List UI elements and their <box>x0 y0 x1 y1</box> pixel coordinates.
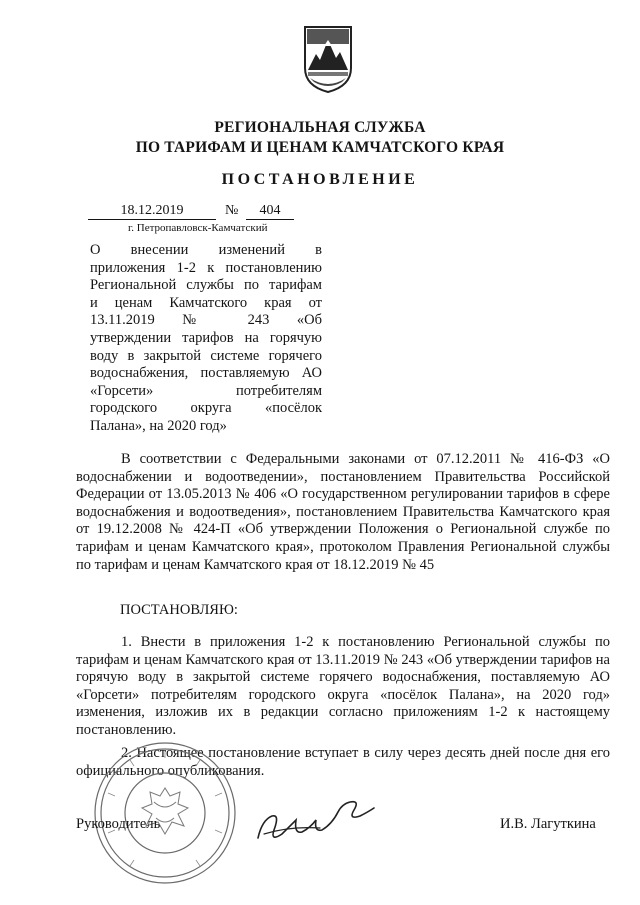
handwritten-signature-icon <box>250 790 390 850</box>
subject-line: воду в закрытой системе горячего <box>90 347 322 364</box>
item-2-paragraph: 2. Настоящее постановление вступает в силу через десять дней после дня его официального опубликования. <box>76 745 610 779</box>
subject-line: Палана», на 2020 год» <box>90 417 227 434</box>
subject-line: Региональной службы по тарифам <box>90 277 322 294</box>
org-name-line2: ПО ТАРИФАМ И ЦЕНАМ КАМЧАТСКОГО КРАЯ <box>135 139 505 156</box>
document-number: 404 <box>246 203 294 220</box>
subject-line: О внесении изменений в <box>90 242 322 258</box>
subject-line: утверждении тарифов на горячую <box>90 329 322 346</box>
signatory-name: И.В. Лагуткина <box>500 816 596 832</box>
subject-line: водоснабжения, поставляемую АО <box>90 365 322 382</box>
subject-line: приложения 1-2 к постановлению <box>90 259 322 276</box>
date-field <box>88 203 216 220</box>
number-sign: № <box>225 203 239 218</box>
preamble-paragraph: В соответствии с Федеральными законами от 07.12.2011 № 416-ФЗ «О водоснабжении и водоотведении», постановлением Правительства Российской Федерации от 13.05.2013 № 406 «О государственном регулировании тарифов в сфере водоснабжения и водоотведения», постановлением Правительства Камчатского края от 19.12.2008 № 424-П «Об утверждении Положения о Региональной службе по тарифам и ценам Камчатского края», протоколом Правления Региональной службы по тарифам и ценам Камчатского края от 18.12.2019 № 45 <box>76 451 610 573</box>
subject-line: «Горсети» потребителям <box>90 382 322 399</box>
document-date: 18.12.2019 <box>88 203 216 220</box>
document-type: ПОСТАНОВЛЕНИЕ <box>221 171 419 188</box>
resolve-heading: ПОСТАНОВЛЯЮ: <box>120 602 238 618</box>
subject-line: и ценам Камчатского края от <box>90 294 322 311</box>
number-field <box>246 203 294 220</box>
subject-line: 13.11.2019 № 243 «Об <box>90 312 322 329</box>
document-subject <box>90 242 322 436</box>
org-name-line1: РЕГИОНАЛЬНАЯ СЛУЖБА <box>214 119 426 136</box>
city: г. Петропавловск-Камчатский <box>128 222 268 234</box>
item-1-paragraph: 1. Внести в приложения 1-2 к постановлению Региональной службы по тарифам и ценам Камчатского края от 13.11.2019 № 243 «Об утверждении тарифов на горячую воду в закрытой системе горячего водоснабжения, поставляемую АО «Горсети» потребителям городского округа «посёлок Палана», на 2020 год» изменения, изложив их в редакции согласно приложениям 1-2 к настоящему постановлению. <box>76 634 610 738</box>
official-stamp-icon <box>90 738 240 888</box>
subject-line: городского округа «посёлок <box>90 400 322 417</box>
kamchatka-emblem-icon <box>302 24 354 94</box>
signatory-position: Руководитель <box>76 816 161 832</box>
